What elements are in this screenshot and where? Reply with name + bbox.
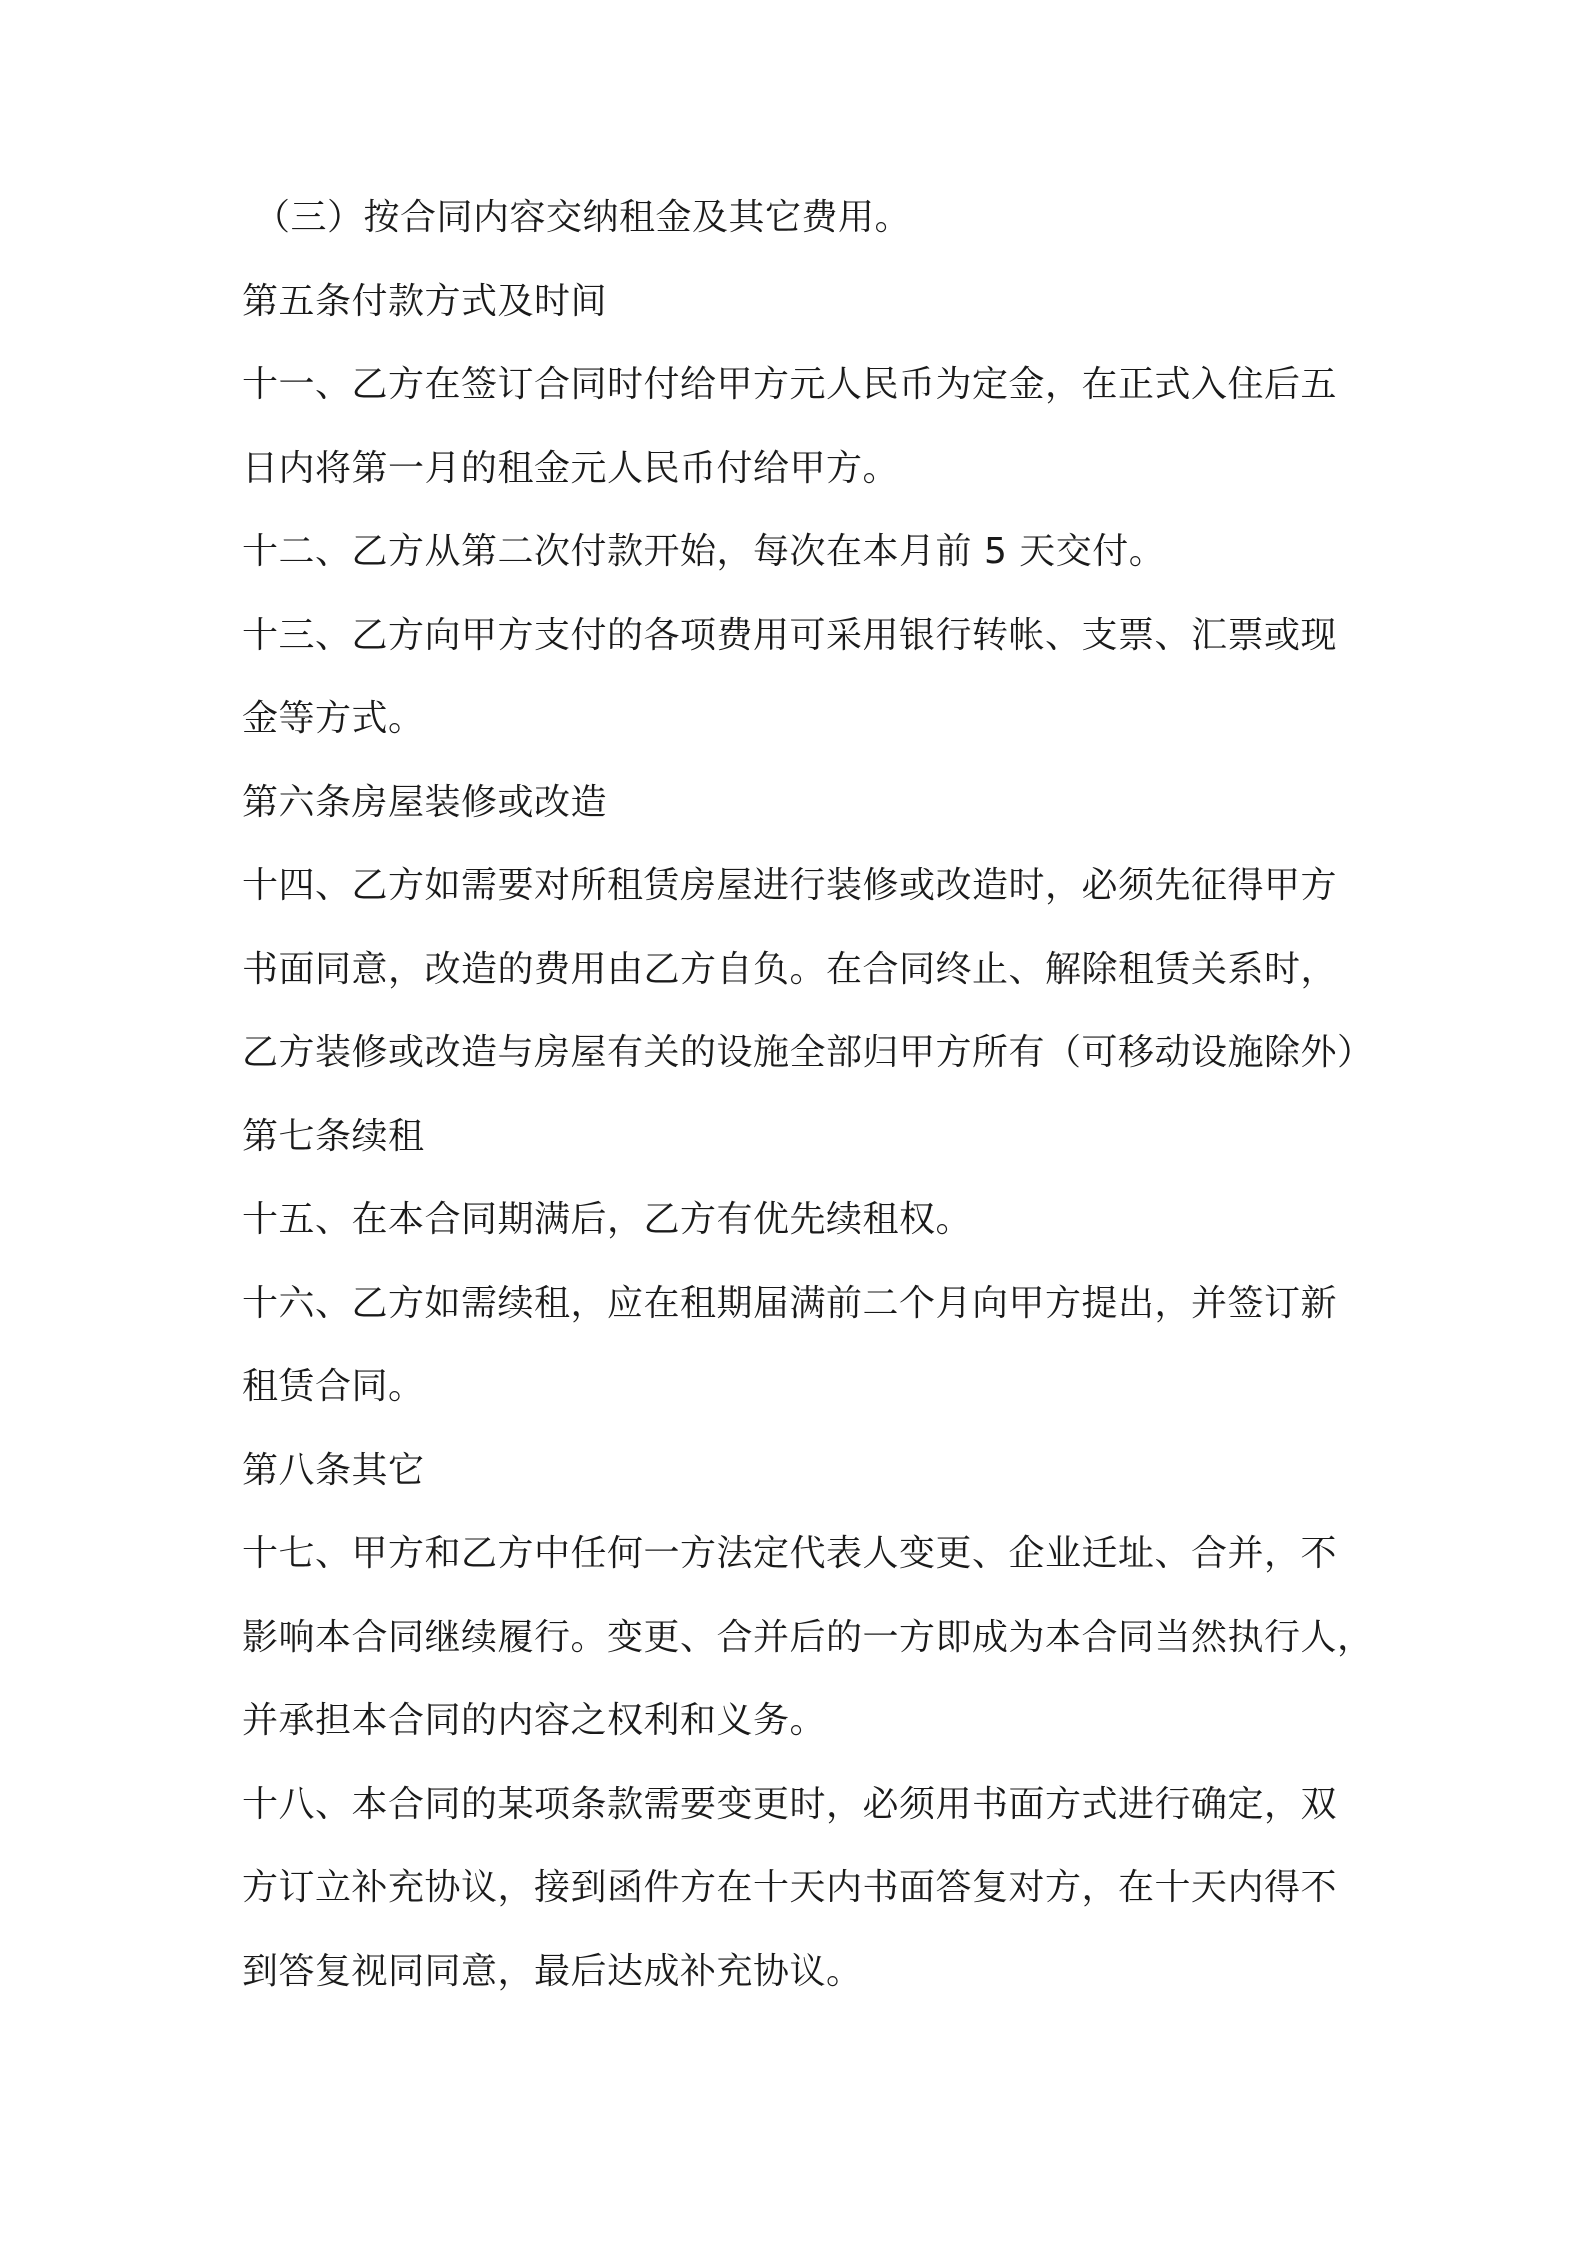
text-line: 金等方式。 [242,698,425,739]
contract-text [242,196,1374,2033]
article-heading: 第六条房屋装修或改造 [242,781,608,823]
text-line: 到答复视同同意，最后达成补充协议。 [242,1950,863,1992]
text-line: 十七、甲方和乙方中任何一方法定代表人变更、企业迁址、合并，不 [242,1533,1338,1574]
text-line: 十一、乙方在签订合同时付给甲方元人民币为定金，在正式入住后五 [242,364,1338,405]
article-heading: 第八条其它 [242,1449,425,1491]
text-line: 十八、本合同的某项条款需要变更时，必须用书面方式进行确定，双 [242,1783,1338,1825]
text-line: 十五、在本合同期满后，乙方有优先续租权。 [242,1199,973,1240]
text-line: 十四、乙方如需要对所租赁房屋进行装修或改造时，必须先征得甲方 [242,865,1338,906]
text-line: 乙方装修或改造与房屋有关的设施全部归甲方所有（可移动设施除外） [242,1032,1374,1073]
text-line: 十三、乙方向甲方支付的各项费用可采用银行转帐、支票、汇票或现 [242,614,1338,656]
text-line: （三）按合同内容交纳租金及其它费用。 [254,197,912,238]
text-line: 并承担本合同的内容之权利和义务。 [242,1700,827,1741]
article-heading: 第五条付款方式及时间 [242,280,608,322]
text-line: 租赁合同。 [242,1366,425,1407]
text-line: 日内将第一月的租金元人民币付给甲方。 [242,447,900,489]
text-line: 十六、乙方如需续租，应在租期届满前二个月向甲方提出，并签订新 [242,1282,1338,1324]
article-heading: 第七条续租 [242,1115,425,1157]
text-line: 书面同意，改造的费用由乙方自负。在合同终止、解除租赁关系时， [242,948,1338,990]
text-line: 方订立补充协议，接到函件方在十天内书面答复对方，在十天内得不 [242,1867,1338,1908]
text-line: 影响本合同继续履行。变更、合并后的一方即成为本合同当然执行人， [242,1616,1374,1658]
text-line: 十二、乙方从第二次付款开始，每次在本月前 5 天交付。 [242,531,1166,572]
